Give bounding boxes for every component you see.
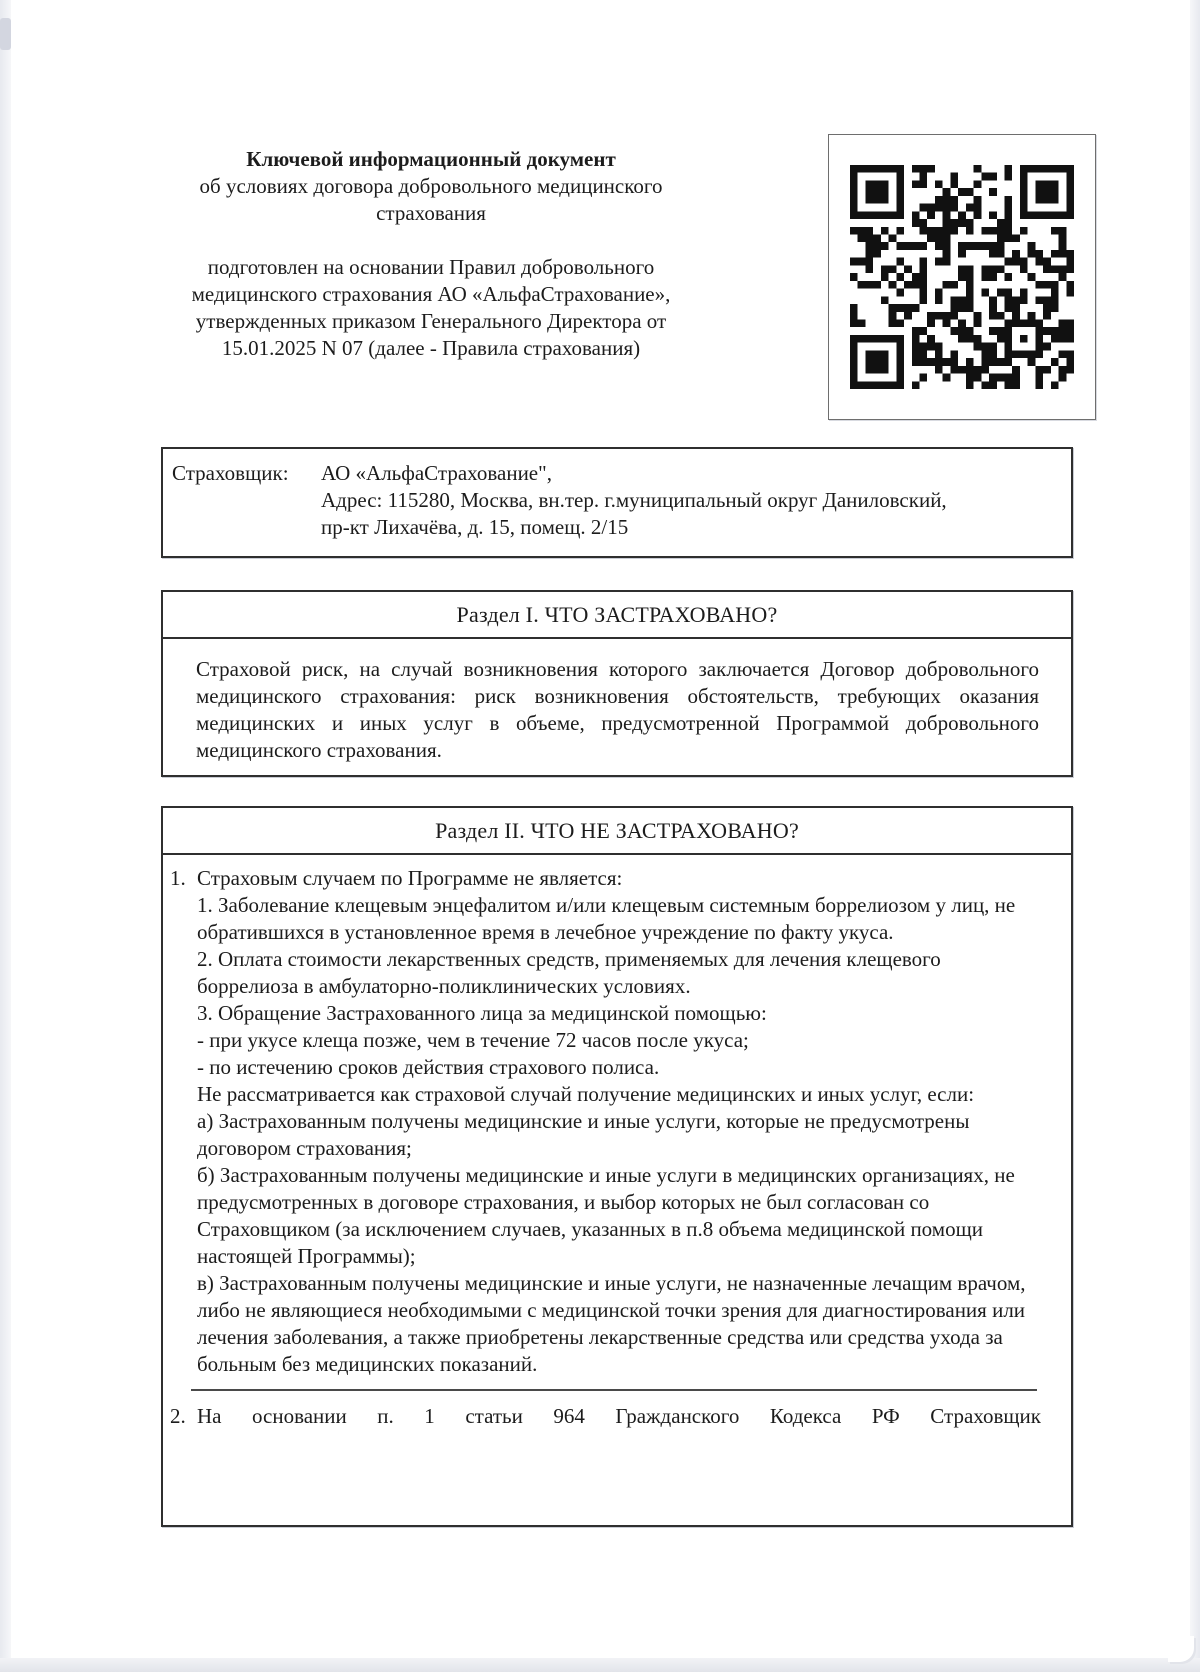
sub-paragraph: Не рассматривается как страховой случай получение медицинских и иных услуг, если: <box>197 1082 975 1106</box>
section-1-title: Раздел I. ЧТО ЗАСТРАХОВАНО? <box>163 592 1071 639</box>
section-1-body: Страховой риск, на случай возникновения которого заключается Договор добровольного медицинского страхования: риск возникновения обстоятельств, требующих оказания медицинских и иных услуг в объеме, предусмотренной Программой добровольного медицинского страхования. <box>196 657 1039 762</box>
insurer-value <box>321 460 969 541</box>
qr-code-icon <box>850 165 1074 389</box>
page-edge-mark <box>0 18 11 50</box>
insurer-label: Страховщик: <box>172 461 289 485</box>
exclusions-item-2 <box>170 1403 1041 1430</box>
page-edge-right <box>1190 0 1200 1672</box>
section-2-title: Раздел II. ЧТО НЕ ЗАСТРАХОВАНО? <box>163 808 1071 855</box>
page-edge-left <box>0 0 11 1672</box>
insurer-box <box>161 447 1073 558</box>
item-1-number: 1. <box>170 866 186 890</box>
sub-paragraph: 3. Обращение Застрахованного лица за медицинской помощью: <box>197 1001 767 1025</box>
sub-paragraph: 1. Заболевание клещевым энцефалитом и/или клещевым системным боррелиозом у лиц, не обратившихся в установленное время в лечебное учреждение по факту укуса. <box>197 893 1016 944</box>
sub-paragraph: а) Застрахованным получены медицинские и иные услуги, которые не предусмотрены договором страхования; <box>197 1109 970 1160</box>
item-2-number: 2. <box>170 1404 186 1428</box>
document-title: Ключевой информационный документ <box>246 147 616 171</box>
item-1-lead: Страховым случаем по Программе не является: <box>197 866 623 890</box>
sub-paragraph: - при укусе клеща позже, чем в течение 72 часов после укуса; <box>197 1028 749 1052</box>
document-header <box>170 146 692 362</box>
section-2-body <box>163 855 1071 1430</box>
sub-paragraph: б) Застрахованным получены медицинские и иные услуги в медицинских организациях, не предусмотренных в договоре страхования, и выбор которых не был согласован со Страховщиком (за исключением случаев, указанных в п.8 объема медицинской помощи настоящей Программы); <box>197 1163 1015 1268</box>
document-prepared-note: подготовлен на основании Правил добровольного медицинского страхования АО «АльфаСтрахование», утвержденных приказом Генерального Директора от 15.01.2025 N 07 (далее - Правила страхования) <box>191 255 671 360</box>
sub-paragraph: в) Застрахованным получены медицинские и иные услуги, не назначенные лечащим врачом, либо не являющиеся необходимыми с медицинской точки зрения для диагностирования или лечения заболевания, а также приобретены лекарственные средства или средства ухода за больным без медицинских показаний. <box>197 1271 1026 1376</box>
sub-paragraph: 2. Оплата стоимости лекарственных средств, применяемых для лечения клещевого боррелиоза в амбулаторно-поликлинических условиях. <box>197 947 941 998</box>
page-edge-bottom <box>0 1658 1200 1672</box>
insurer-name: АО «АльфаСтрахование", <box>321 461 552 485</box>
document-subtitle: об условиях договора добровольного медицинского страхования <box>199 174 663 225</box>
section-1-box <box>161 590 1073 777</box>
insurer-address: Адрес: 115280, Москва, вн.тер. г.муниципальный округ Даниловский, пр-кт Лихачёва, д. 15, помещ. 2/15 <box>321 488 947 539</box>
qr-code-box <box>828 134 1096 420</box>
sub-paragraph: - по истечению сроков действия страхового полиса. <box>197 1055 660 1079</box>
item-1-paragraphs <box>197 892 1041 1378</box>
exclusions-item-1 <box>170 865 1041 1378</box>
section-2-box <box>161 806 1073 1527</box>
item-divider <box>191 1389 1037 1391</box>
item-2-text: На основании п. 1 статьи 964 Гражданского Кодекса РФ Страховщик <box>197 1404 1041 1428</box>
